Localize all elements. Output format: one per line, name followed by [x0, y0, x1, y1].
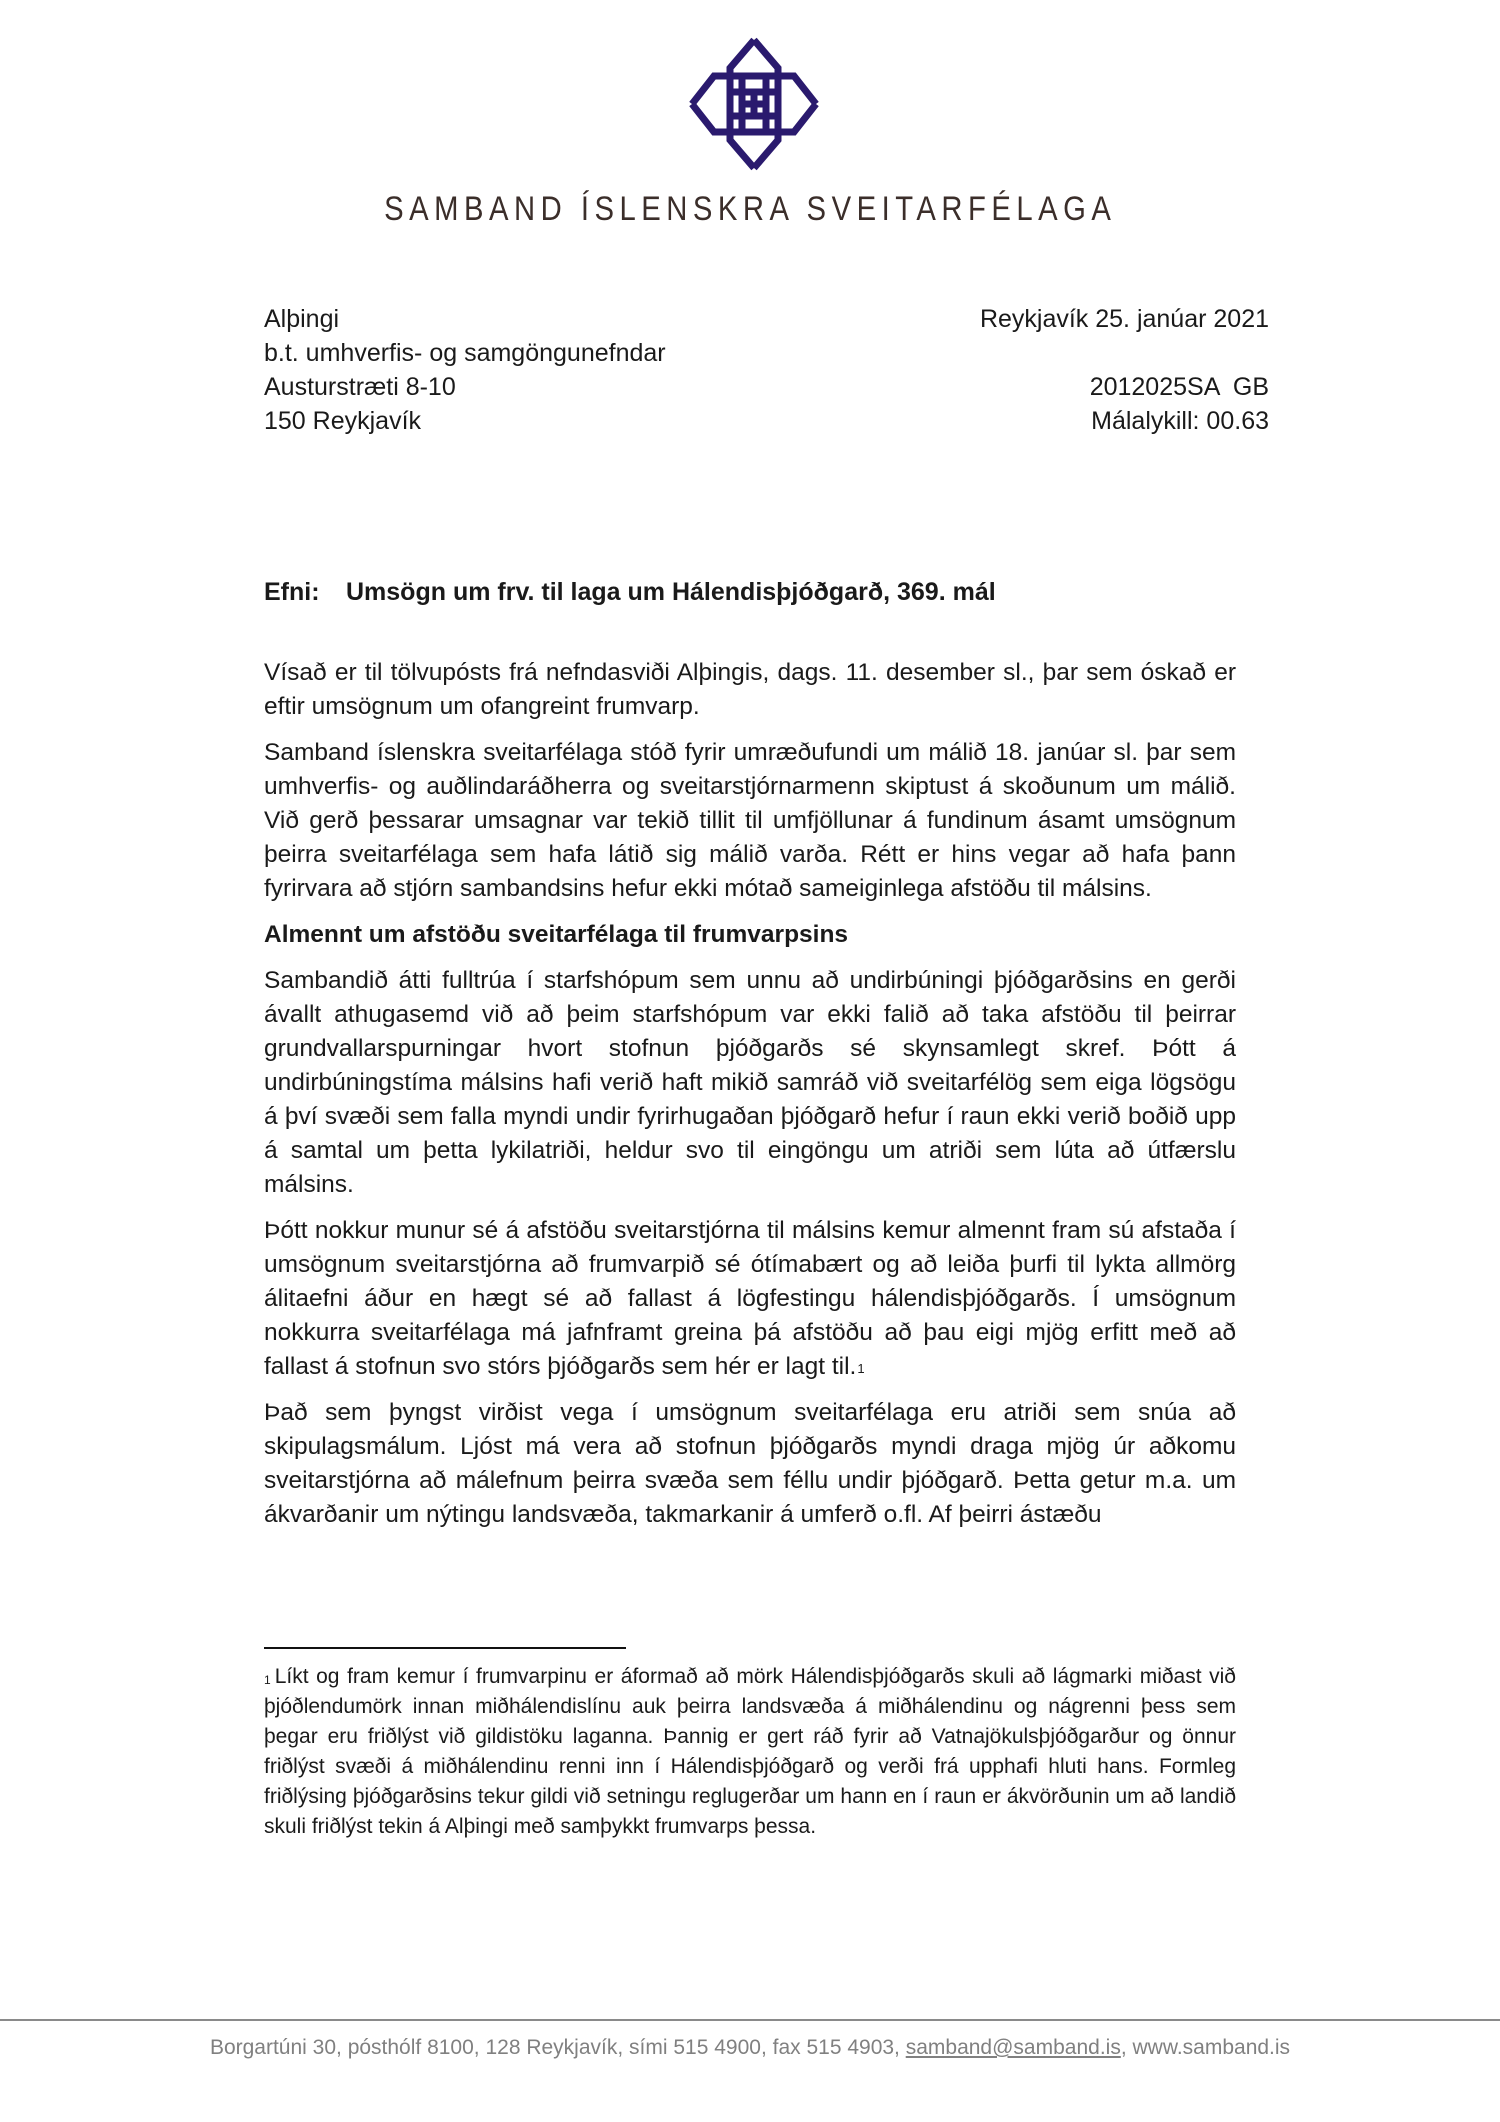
case-key: Málalykill: 00.63	[1091, 407, 1269, 435]
body-paragraph: Það sem þyngst virðist vega í umsögnum sveitarfélaga eru atriði sem snúa að skipulagsmálum. Ljóst má vera að stofnun þjóðgarðs myndi draga mjög úr aðkomu sveitarstjórna að málefnum þeirra svæða sem féllu undir þjóðgarð. Þetta getur m.a. um ákvarðanir um nýtingu landsvæða, takmarkanir á umferð o.fl. Af þeirri ástæðu	[264, 1399, 1236, 1528]
section-heading: Almennt um afstöðu sveitarfélaga til frumvarpsins	[264, 921, 849, 948]
body-paragraph: Samband íslenskra sveitarfélaga stóð fyrir umræðufundi um málið 18. janúar sl. þar sem umhverfis- og auðlindaráðherra og sveitarstjórnarmenn skiptust á skoðunum um málið. Við gerð þessarar umsagnar var tekið tillit til umfjöllunar á fundinum ásamt umsögnum þeirra sveitarfélaga sem hafa látið sig málið varða. Rétt er hins vegar að hafa þann fyrirvara að stjórn sambandsins hefur ekki mótað sameiginlega afstöðu til málsins.	[264, 739, 1236, 902]
footer-address: Borgartúni 30, pósthólf 8100, 128 Reykjavík, sími 515 4900, fax 515 4903,	[209, 2036, 906, 2059]
subject-label: Efni:	[264, 578, 320, 606]
recipient-line: Alþingi	[264, 305, 340, 333]
recipient-line: 150 Reykjavík	[264, 407, 422, 435]
letter-meta	[980, 302, 1269, 438]
footnote-text: Líkt og fram kemur í frumvarpinu er áformað að mörk Hálendisþjóðgarðs skuli að lágmarki miðast við þjóðlendumörk innan miðhálendislínu auk þeirra landsvæða á miðhálendinu og nágrenni þess sem þegar eru friðlýst við gildistöku laganna. Þannig er gert ráð fyrir að Vatnajökulsþjóðgarður og önnur friðlýst svæði á miðhálendinu renni inn í Hálendisþjóðgarð og verði frá upphafi hluti hans. Formleg friðlýsing þjóðgarðsins tekur gildi við setningu reglugerðar um hann en í raun er ákvörðunin um að landið skuli friðlýst tekin á Alþingi með samþykkt frumvarps þessa.	[264, 1665, 1236, 1838]
body-paragraph	[264, 1214, 1236, 1384]
body-paragraph: Vísað er til tölvupósts frá nefndasviði Alþingis, dags. 11. desember sl., þar sem óskað er eftir umsögnum um ofangreint frumvarp.	[264, 659, 1236, 720]
recipient-address	[264, 302, 666, 438]
footer-email-link[interactable]: samband@samband.is	[905, 2036, 1121, 2059]
paragraph-text: Þótt nokkur munur sé á afstöðu sveitarstjórna til málsins kemur almennt fram sú afstaða í umsögnum sveitarstjórna að frumvarpið sé ótímabært og að leiða þurfi til lykta allmörg álitaefni áður en hægt sé að fallast á lögfestingu hálendisþjóðgarðs. Í umsögnum nokkurra sveitarfélaga má jafnframt greina þá afstöðu að þau eigi mjög erfitt með að fallast á stofnun svo stórs þjóðgarðs sem hér er lagt til.	[264, 1217, 1236, 1380]
organization-logo-icon	[688, 36, 820, 172]
footer-divider	[0, 2019, 1500, 2021]
recipient-line: Austurstræti 8-10	[264, 373, 456, 401]
body-paragraph: Sambandið átti fulltrúa í starfshópum sem unnu að undirbúningi þjóðgarðsins en gerði ávallt athugasemd við að þeim starfshópum var ekki falið að taka afstöðu til þeirrar grundvallarspurningar hvort stofnun þjóðgarðs sé skynsamlegt skref. Þótt á undirbúningstíma málsins hafi verið haft mikið samráð við sveitarfélög sem eiga lögsögu á því svæði sem falla myndi undir fyrirhugaðan þjóðgarð hefur í raun ekki verið boðið upp á samtal um þetta lykilatriði, heldur svo til eingöngu um atriði sem lúta að útfærslu málsins.	[264, 967, 1236, 1198]
letter-body	[264, 656, 1236, 1544]
footnote-reference[interactable]: 1	[857, 1361, 865, 1376]
footer-website[interactable]: www.samband.is	[1132, 2036, 1291, 2059]
organization-name: SAMBAND ÍSLENSKRA SVEITARFÉLAGA	[384, 190, 1117, 228]
recipient-line: b.t. umhverfis- og samgöngunefndar	[264, 339, 666, 367]
footer-separator: ,	[1120, 2036, 1133, 2059]
page-footer	[0, 2036, 1500, 2060]
subject-text: Umsögn um frv. til laga um Hálendisþjóðgarð, 369. mál	[346, 578, 996, 606]
reference-number: 2012025SA GB	[1089, 373, 1269, 401]
footnote-separator	[264, 1647, 626, 1649]
letter-date: Reykjavík 25. janúar 2021	[979, 305, 1269, 333]
footnote	[264, 1662, 1236, 1842]
footnote-number: 1	[264, 1673, 271, 1687]
subject-line	[264, 578, 996, 607]
